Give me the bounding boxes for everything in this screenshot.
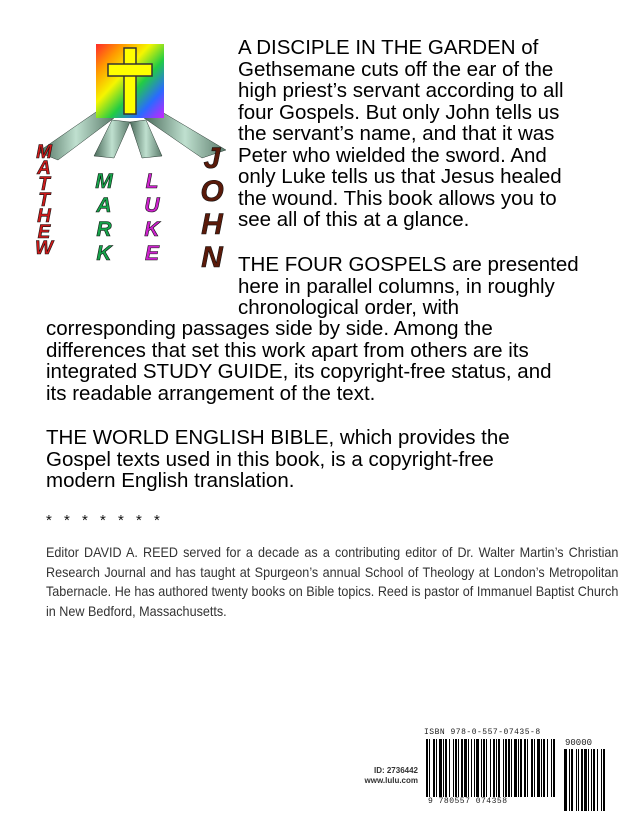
- barcode-bar: [508, 739, 510, 797]
- gospel-letter: K: [96, 242, 112, 265]
- barcode-bar: [511, 739, 512, 797]
- gospel-letter: A: [37, 158, 51, 179]
- blurb-line: THE FOUR GOSPELS are presented: [238, 253, 579, 276]
- barcode-bar: [436, 739, 437, 797]
- barcode-bar: [439, 739, 442, 797]
- barcode-bar: [471, 739, 472, 797]
- barcode-bar: [474, 739, 475, 797]
- barcode-bar: [514, 739, 517, 797]
- barcode-bar: [426, 739, 428, 797]
- gospel-name-mark: [95, 170, 113, 265]
- gospel-letter: J: [203, 142, 221, 175]
- gospel-letter: E: [37, 222, 51, 243]
- publisher-info: [338, 766, 418, 786]
- blurb-line: modern English translation.: [46, 469, 295, 492]
- barcode-bar: [496, 739, 497, 797]
- barcode-bar: [541, 739, 542, 797]
- blurb-line: only Luke tells us that Jesus healed: [238, 165, 562, 188]
- gospel-letter: R: [96, 218, 112, 241]
- barcode-bar: [505, 739, 507, 797]
- gospel-name-matthew: [35, 142, 55, 259]
- publisher-id: ID: 2736442: [373, 766, 418, 775]
- blurb-line: Gospel texts used in this book, is a copyright-free: [46, 447, 494, 471]
- barcode-bar: [490, 739, 491, 797]
- blurb-paragraph-2-narrow: [238, 254, 579, 319]
- barcode-bar: [553, 739, 555, 797]
- barcode-bar: [531, 739, 533, 797]
- gospel-letter: H: [37, 206, 51, 227]
- gospel-letter: W: [35, 238, 53, 259]
- barcode-bar: [543, 739, 545, 797]
- barcode-bar: [461, 739, 463, 797]
- barcode-bar: [483, 739, 485, 797]
- barcode-bar: [503, 739, 504, 797]
- separator-stars: * * * * * * *: [46, 512, 160, 529]
- barcode-bar: [453, 739, 454, 797]
- barcode-bar: [455, 739, 457, 797]
- blurb-line: see all of this at a glance.: [238, 208, 470, 231]
- blurb-line: high priest’s servant according to all: [238, 79, 564, 102]
- barcode-bar: [520, 739, 522, 797]
- barcode-bar: [584, 749, 587, 811]
- barcode-bar: [551, 739, 552, 797]
- barcode-bar: [569, 749, 570, 811]
- gospel-letter: U: [144, 194, 160, 217]
- gospel-letter: O: [200, 175, 224, 208]
- barcode-bar: [429, 739, 430, 797]
- blurb-line: integrated STUDY GUIDE, its copyright-free status, and: [46, 360, 552, 383]
- barcode-bar: [433, 739, 435, 797]
- barcode-digits: 9 780557 074358: [428, 797, 508, 806]
- gospel-letter: E: [144, 242, 160, 265]
- barcode-bar: [578, 749, 579, 811]
- blurb-line: here in parallel columns, in roughly: [238, 274, 555, 298]
- gospel-letter: M: [95, 170, 113, 193]
- gospel-name-luke: [144, 170, 161, 265]
- barcode-bar: [518, 739, 519, 797]
- blurb-line: the wound. This book allows you to: [238, 186, 557, 210]
- gospel-letter: T: [38, 190, 50, 211]
- editor-bio: Editor DAVID A. REED served for a decade as a contributing editor of Dr. Walter Martin’s Christian Research Journal and has taught at Spurgeon’s annual School of Theology at London’s Metropolitan Tabernacle. He has authored twenty books on Bible topics. Reed is pastor of Immanuel Baptist Church in New Bedford, Massachusetts.: [46, 544, 619, 619]
- barcode-bar: [571, 749, 573, 811]
- blurb-line: Gethsemane cuts off the ear of the: [238, 57, 554, 81]
- barcode-bar: [591, 749, 592, 811]
- barcode-bar: [597, 749, 598, 811]
- barcode-bar: [458, 739, 459, 797]
- gospel-letter: A: [96, 194, 112, 217]
- barcode-bar: [527, 739, 528, 797]
- gospel-names: [30, 40, 230, 280]
- barcode-bar: [443, 739, 444, 797]
- barcode-bar: [445, 739, 447, 797]
- gospel-letter: N: [201, 241, 223, 274]
- publisher-site: www.lulu.com: [364, 776, 418, 785]
- barcode-bar: [603, 749, 605, 811]
- gospel-letter: K: [144, 218, 160, 241]
- barcode-bar: [476, 739, 479, 797]
- barcode-bar: [537, 739, 540, 797]
- blurb-line: THE WORLD ENGLISH BIBLE, which provides the: [46, 426, 510, 449]
- gospel-name-john: [200, 142, 224, 274]
- blurb-line: Peter who wielded the sword. And: [238, 143, 547, 167]
- barcode-bar: [547, 739, 548, 797]
- barcode-bar: [581, 749, 583, 811]
- gospels-logo: [30, 40, 230, 280]
- barcode-bar: [534, 739, 535, 797]
- blurb-paragraph-2-wide: [46, 318, 552, 404]
- isbn-text: ISBN 978-0-557-07435-8: [424, 728, 541, 737]
- blurb-line: four Gospels. But only John tells us: [238, 100, 560, 124]
- blurb-paragraph-1: [238, 37, 564, 231]
- barcode-bar: [486, 739, 487, 797]
- price-code: 90000: [565, 738, 593, 748]
- barcode-bar: [564, 749, 567, 811]
- blurb-line: its readable arrangement of the text.: [46, 381, 376, 405]
- gospel-letter: T: [38, 174, 50, 195]
- barcode-bar: [524, 739, 526, 797]
- barcode-bar: [593, 749, 595, 811]
- barcode-bar: [588, 749, 589, 811]
- blurb-line: A DISCIPLE IN THE GARDEN of: [238, 36, 539, 59]
- blurb-line: the servant’s name, and that it was: [238, 122, 555, 145]
- blurb-paragraph-3: [46, 427, 510, 492]
- gospel-letter: L: [145, 170, 159, 193]
- gospel-letter: M: [36, 142, 52, 163]
- barcode-bar: [493, 739, 495, 797]
- blurb-line: chronological order, with: [238, 296, 460, 319]
- barcode-bar: [449, 739, 450, 797]
- barcode-bar: [601, 749, 602, 811]
- barcode-bar: [498, 739, 500, 797]
- barcode-bar: [481, 739, 482, 797]
- blurb-line: differences that set this work apart from others are its: [46, 338, 529, 362]
- blurb-line: corresponding passages side by side. Among the: [46, 317, 493, 340]
- gospel-letter: H: [201, 208, 223, 241]
- barcode-bar: [468, 739, 469, 797]
- barcode-bar: [464, 739, 467, 797]
- barcode-bar: [576, 749, 577, 811]
